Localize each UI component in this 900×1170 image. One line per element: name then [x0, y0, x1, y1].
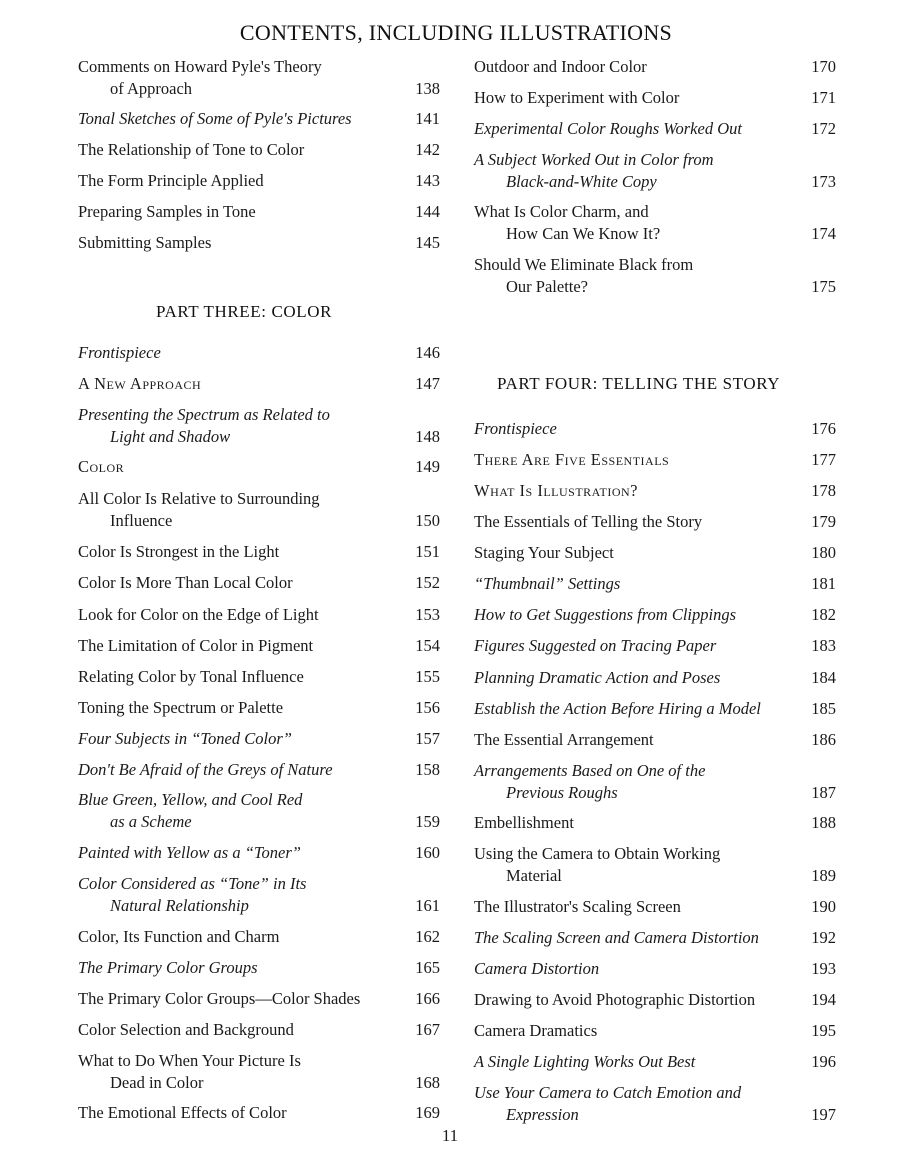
toc-entry-title: [474, 511, 702, 533]
toc-page-number: 146: [415, 343, 440, 362]
toc-page-number: 153: [415, 605, 440, 624]
toc-entry-title: [474, 989, 755, 1011]
toc-page-number: 156: [415, 698, 440, 717]
toc-entry-line: Color Selection and Background: [78, 1020, 294, 1039]
toc-page-number: 193: [811, 959, 836, 978]
toc-entry-title: [474, 118, 742, 140]
toc-entry-title: [474, 1020, 597, 1042]
toc-entry-line: Four Subjects in “Toned Color”: [78, 729, 292, 748]
toc-entry-title: [474, 927, 759, 949]
toc-entry-line: Tonal Sketches of Some of Pyle's Pictures: [78, 109, 352, 128]
toc-entry-line: Should We Eliminate Black from: [474, 255, 694, 274]
toc-entry-line: “Thumbnail” Settings: [474, 574, 621, 593]
toc-page-number: 141: [415, 109, 440, 128]
toc-entry-title: [474, 56, 647, 78]
toc-entry-line: Color Is More Than Local Color: [78, 573, 293, 592]
toc-entry-line: The Essentials of Telling the Story: [474, 512, 703, 531]
toc-page-number: 177: [811, 450, 836, 469]
toc-entry-title: [78, 1050, 301, 1094]
toc-entry-title: [78, 1102, 287, 1124]
toc-entry-line: Influence: [110, 511, 173, 530]
toc-entry-line: The Emotional Effects of Color: [78, 1103, 287, 1122]
toc-entry-line: Expression: [506, 1105, 579, 1124]
toc-entry-title: [474, 480, 638, 502]
toc-entry-title: [78, 697, 283, 719]
toc-entry-title: [474, 1082, 741, 1126]
toc-page-number: 188: [811, 813, 836, 832]
toc-page-number: 184: [811, 668, 836, 687]
toc-entry-line: Our Palette?: [506, 277, 589, 296]
toc-page-number: 176: [811, 419, 836, 438]
toc-entry-line: Submitting Samples: [78, 233, 212, 252]
toc-entry-title: [474, 87, 679, 109]
toc-entry-line: The Illustrator's Scaling Screen: [474, 897, 681, 916]
toc-page-number: 192: [811, 928, 836, 947]
toc-entry-title: [78, 728, 292, 750]
toc-entry-line: Color, Its Function and Charm: [78, 927, 280, 946]
toc-entry-line: Establish the Action Before Hiring a Model: [474, 699, 761, 718]
toc-entry-title: [78, 1019, 294, 1041]
toc-entry-line: Presenting the Spectrum as Related to: [78, 405, 330, 424]
toc-page-number: 165: [415, 958, 440, 977]
toc-page-number: 181: [811, 574, 836, 593]
toc-page-number: 157: [415, 729, 440, 748]
toc-page-number: 187: [811, 783, 836, 802]
page-title: CONTENTS, INCLUDING ILLUSTRATIONS: [239, 20, 673, 45]
toc-page-number: 169: [415, 1103, 440, 1122]
toc-entry-title: [474, 635, 716, 657]
toc-entry-title: [78, 108, 352, 130]
toc-page-number: 143: [415, 171, 440, 190]
toc-page-number: 179: [811, 512, 836, 531]
toc-page-number: 183: [811, 636, 836, 655]
toc-entry-title: [474, 698, 761, 720]
toc-page-number: 197: [811, 1105, 836, 1124]
toc-entry-title: [78, 373, 201, 395]
toc-page-number: 175: [811, 277, 836, 296]
toc-entry-title: [474, 201, 660, 245]
toc-entry-title: [78, 488, 320, 532]
toc-page-number: 166: [415, 989, 440, 1008]
toc-page-number: 145: [415, 233, 440, 252]
toc-entry-title: [78, 666, 304, 688]
toc-entry-line: The Primary Color Groups—Color Shades: [78, 989, 361, 1008]
toc-entry-line: The Essential Arrangement: [474, 730, 654, 749]
toc-entry-title: [474, 667, 720, 689]
toc-entry-title: [78, 988, 360, 1010]
toc-entry-title: [78, 957, 258, 979]
toc-entry-title: [78, 56, 322, 100]
toc-entry-line: Color Is Strongest in the Light: [78, 542, 280, 561]
toc-entry-line: Frontispiece: [78, 343, 161, 362]
toc-entry-line: Natural Relationship: [110, 896, 249, 915]
toc-entry-line: as a Scheme: [110, 812, 192, 831]
toc-page-number: 148: [415, 427, 440, 446]
toc-entry-title: [474, 149, 714, 193]
toc-entry-line: The Primary Color Groups: [78, 958, 258, 977]
toc-entry-title: [474, 843, 720, 887]
toc-entry-line: Look for Color on the Edge of Light: [78, 605, 319, 624]
toc-entry-line: How to Get Suggestions from Clippings: [474, 605, 737, 624]
toc-page-number: 185: [811, 699, 836, 718]
toc-entry-line: Relating Color by Tonal Influence: [78, 667, 304, 686]
toc-page-number: 171: [811, 88, 836, 107]
toc-page-number: 144: [415, 202, 440, 221]
toc-entry-title: [78, 759, 333, 781]
toc-entry-line: The Relationship of Tone to Color: [78, 140, 305, 159]
toc-entry-line: Experimental Color Roughs Worked Out: [474, 119, 742, 138]
toc-entry-line: A New Approach: [78, 374, 202, 393]
toc-entry-line: What Is Color Charm, and: [474, 202, 649, 221]
toc-entry-title: [474, 958, 599, 980]
toc-entry-title: [78, 572, 293, 594]
section-heading: PART THREE: COLOR: [156, 302, 333, 321]
toc-page-number: 154: [415, 636, 440, 655]
toc-entry-title: [78, 789, 302, 833]
toc-page-number: 152: [415, 573, 440, 592]
toc-page-number: 173: [811, 172, 836, 191]
toc-entry-line: Drawing to Avoid Photographic Distortion: [474, 990, 756, 1009]
toc-entry-line: Staging Your Subject: [474, 543, 614, 562]
toc-entry-line: There Are Five Essentials: [474, 450, 670, 469]
toc-entry-title: [78, 139, 304, 161]
toc-entry-line: Color: [78, 457, 125, 476]
toc-page-number: 178: [811, 481, 836, 500]
toc-entry-line: Comments on Howard Pyle's Theory: [78, 57, 322, 76]
toc-entry-title: [78, 926, 279, 948]
toc-entry-title: [78, 404, 330, 448]
toc-entry-line: Using the Camera to Obtain Working: [474, 844, 721, 863]
toc-entry-line: How Can We Know It?: [506, 224, 661, 243]
toc-page-number: 196: [811, 1052, 836, 1071]
toc-page-number: 186: [811, 730, 836, 749]
toc-entry-title: [78, 541, 279, 563]
toc-page-number: 161: [415, 896, 440, 915]
toc-entry-line: What Is Illustration?: [474, 481, 638, 500]
page-number: 11: [441, 1126, 459, 1145]
toc-page-number: 182: [811, 605, 836, 624]
toc-entry-line: Arrangements Based on One of the: [474, 761, 706, 780]
toc-entry-line: Use Your Camera to Catch Emotion and: [474, 1083, 742, 1102]
toc-entry-title: [78, 201, 256, 223]
toc-page-number: 172: [811, 119, 836, 138]
toc-entry-line: Previous Roughs: [506, 783, 618, 802]
toc-entry-line: The Limitation of Color in Pigment: [78, 636, 314, 655]
toc-entry-title: [78, 635, 313, 657]
toc-entry-line: Preparing Samples in Tone: [78, 202, 256, 221]
toc-entry-title: [474, 812, 574, 834]
toc-entry-line: of Approach: [110, 79, 193, 98]
toc-entry-line: Painted with Yellow as a “Toner”: [78, 843, 301, 862]
toc-page-number: 194: [811, 990, 836, 1009]
toc-entry-line: Light and Shadow: [110, 427, 231, 446]
toc-entry-line: Camera Distortion: [474, 959, 600, 978]
toc-entry-title: [474, 449, 669, 471]
toc-entry-line: A Single Lighting Works Out Best: [474, 1052, 696, 1071]
toc-page-number: 190: [811, 897, 836, 916]
toc-entry-title: [474, 254, 693, 298]
toc-entry-line: A Subject Worked Out in Color from: [474, 150, 714, 169]
toc-entry-title: [78, 604, 319, 626]
toc-entry-line: Toning the Spectrum or Palette: [78, 698, 284, 717]
toc-page-number: 195: [811, 1021, 836, 1040]
toc-page-number: 151: [415, 542, 440, 561]
toc-entry-line: Camera Dramatics: [474, 1021, 598, 1040]
toc-entry-title: [78, 842, 301, 864]
toc-entry-title: [78, 232, 211, 254]
toc-entry-line: All Color Is Relative to Surrounding: [78, 489, 320, 508]
toc-entry-line: Embellishment: [474, 813, 574, 832]
toc-entry-title: [474, 729, 654, 751]
toc-entry-line: How to Experiment with Color: [474, 88, 680, 107]
section-heading: PART FOUR: TELLING THE STORY: [497, 374, 781, 393]
toc-entry-title: [474, 573, 620, 595]
toc-entry-title: [78, 342, 161, 364]
toc-page-number: 149: [415, 457, 440, 476]
toc-entry-line: The Form Principle Applied: [78, 171, 264, 190]
toc-entry-line: Color Considered as “Tone” in Its: [78, 874, 307, 893]
toc-page-number: 162: [415, 927, 440, 946]
toc-entry-title: [78, 456, 124, 478]
toc-entry-line: The Scaling Screen and Camera Distortion: [474, 928, 759, 947]
toc-entry-line: Frontispiece: [474, 419, 557, 438]
toc-page-number: 150: [415, 511, 440, 530]
toc-entry-line: Black-and-White Copy: [506, 172, 657, 191]
toc-page-number: 155: [415, 667, 440, 686]
toc-entry-title: [474, 418, 557, 440]
toc-entry-title: [78, 873, 306, 917]
toc-entry-title: [474, 542, 614, 564]
toc-entry-title: [474, 1051, 695, 1073]
toc-entry-line: Blue Green, Yellow, and Cool Red: [78, 790, 303, 809]
toc-entry-line: Material: [506, 866, 562, 885]
toc-entry-title: [474, 896, 681, 918]
toc-page-number: 168: [415, 1073, 440, 1092]
toc-page-number: 174: [811, 224, 836, 243]
toc-page-number: 147: [415, 374, 440, 393]
toc-page-number: 180: [811, 543, 836, 562]
toc-page-number: 160: [415, 843, 440, 862]
toc-entry-line: Figures Suggested on Tracing Paper: [474, 636, 717, 655]
toc-page-number: 159: [415, 812, 440, 831]
toc-entry-line: Don't Be Afraid of the Greys of Nature: [78, 760, 333, 779]
toc-page-number: 138: [415, 79, 440, 98]
toc-page-number: 170: [811, 57, 836, 76]
toc-entry-line: Outdoor and Indoor Color: [474, 57, 647, 76]
toc-entry-line: Planning Dramatic Action and Poses: [474, 668, 721, 687]
toc-page-number: 158: [415, 760, 440, 779]
toc-entry-title: [474, 760, 705, 804]
toc-entry-line: Dead in Color: [110, 1073, 204, 1092]
toc-page-number: 142: [415, 140, 440, 159]
toc-page-number: 167: [415, 1020, 440, 1039]
toc-page-number: 189: [811, 866, 836, 885]
toc-entry-title: [474, 604, 736, 626]
toc-entry-line: What to Do When Your Picture Is: [78, 1051, 301, 1070]
toc-entry-title: [78, 170, 264, 192]
